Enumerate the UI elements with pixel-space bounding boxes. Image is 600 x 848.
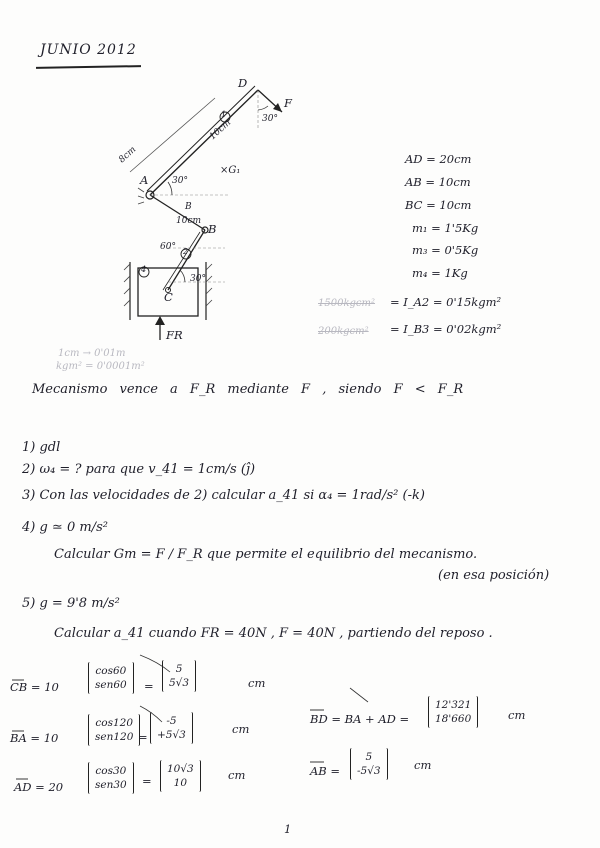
label-link-2: 2 bbox=[183, 247, 189, 256]
label-force-F: F bbox=[284, 96, 292, 110]
data-m4: m₄ = 1Kg bbox=[412, 266, 468, 280]
label-G1: ×G₁ bbox=[220, 165, 241, 176]
label-link-1: 1 bbox=[221, 110, 227, 119]
data-AB: AB = 10cm bbox=[405, 175, 471, 189]
vector-AB-unit: cm bbox=[414, 758, 432, 772]
vector-AD-label: AD = 20 bbox=[14, 780, 64, 794]
inertia-B3: = I_B3 = 0'02kgm² bbox=[390, 322, 502, 336]
vector-BA-components: -5 +5√3 bbox=[150, 712, 193, 744]
vector-BA-unit: cm bbox=[232, 722, 250, 736]
inertia-A2: = I_A2 = 0'15kgm² bbox=[390, 295, 502, 309]
vector-AD-components: 10√3 10 bbox=[160, 760, 201, 792]
label-angle-C: 30° bbox=[190, 274, 206, 284]
data-BC: BC = 10cm bbox=[405, 198, 472, 212]
vector-BA-trig: cos120 sen120 bbox=[88, 714, 140, 746]
label-len-10cm-mid: 10cm bbox=[176, 216, 202, 226]
label-force-FR: FR bbox=[166, 328, 183, 342]
pivot-A-hatching bbox=[138, 188, 144, 204]
reference-lines bbox=[150, 90, 258, 282]
vector-BA-label: BA = 10 bbox=[10, 731, 59, 745]
note-arrow-3 bbox=[350, 688, 368, 702]
label-len-8cm: 8cm bbox=[117, 144, 139, 166]
faint-note-2: kgm² = 0'0001m² bbox=[56, 361, 145, 372]
label-link-4: 4 bbox=[141, 265, 147, 274]
label-point-B: B bbox=[208, 222, 217, 236]
problem-statement: Mecanismo vence a F_R mediante F , siendo F < F_R bbox=[32, 382, 464, 397]
inertia-crossed-1: 1500kgcm² bbox=[318, 298, 376, 309]
question-3: 3) Con las velocidades de 2) calcular a_41 si α₄ = 1rad/s² (-k) bbox=[22, 488, 425, 503]
label-point-C: C bbox=[164, 290, 173, 304]
label-len-10cm-top: 10cm bbox=[207, 117, 234, 143]
faint-note-1: 1cm → 0'01m bbox=[58, 348, 126, 359]
page-title: JUNIO 2012 bbox=[40, 42, 137, 58]
question-4c: (en esa posición) bbox=[438, 568, 550, 583]
question-4a: 4) g ≃ 0 m/s² bbox=[22, 520, 108, 535]
angle-arc-D bbox=[258, 106, 268, 110]
label-point-A: A bbox=[140, 173, 149, 187]
dim-line-8cm bbox=[130, 98, 215, 172]
vector-AD-unit: cm bbox=[228, 768, 246, 782]
question-5b: Calcular a_41 cuando FR = 40N , F = 40N , partiendo del reposo . bbox=[54, 626, 493, 641]
link-AD bbox=[150, 90, 258, 195]
label-point-D: D bbox=[238, 76, 248, 90]
label-angle-60: 60° bbox=[160, 242, 176, 252]
data-m3: m₃ = 0'5Kg bbox=[412, 243, 479, 257]
vector-CB-unit: cm bbox=[248, 676, 266, 690]
vector-CB-label: CB = 10 bbox=[10, 680, 59, 694]
page-number: 1 bbox=[284, 822, 292, 836]
question-5a: 5) g = 9'8 m/s² bbox=[22, 596, 120, 611]
label-B-side: B bbox=[185, 202, 192, 212]
vector-AB-label: AB = bbox=[310, 764, 341, 778]
question-4b: Calcular Gm = F / F_R que permite el equilibrio del mecanismo. bbox=[54, 547, 478, 562]
inertia-crossed-2: 200kgcm² bbox=[318, 326, 369, 337]
label-angle-D: 30° bbox=[262, 114, 278, 124]
question-2: 2) ω₄ = ? para que v_41 = 1cm/s (ĵ) bbox=[22, 462, 256, 477]
vector-CB-trig: cos60 sen60 bbox=[88, 662, 134, 694]
force-FR-head bbox=[155, 316, 165, 325]
data-AD: AD = 20cm bbox=[405, 152, 472, 166]
vector-BD-unit: cm bbox=[508, 708, 526, 722]
angle-arc-C bbox=[180, 270, 185, 282]
vector-AD-trig: cos30 sen30 bbox=[88, 762, 134, 794]
vector-AB-components: 5 -5√3 bbox=[350, 748, 388, 780]
question-1: 1) gdl bbox=[22, 440, 61, 455]
label-angle-A: 30° bbox=[172, 176, 188, 186]
vector-CB-components: 5 5√3 bbox=[162, 660, 196, 692]
data-m1: m₁ = 1'5Kg bbox=[412, 221, 479, 235]
vector-BD-components: 12'321 18'660 bbox=[428, 696, 478, 728]
vector-BD-label: BD = BA + AD = bbox=[310, 712, 410, 726]
